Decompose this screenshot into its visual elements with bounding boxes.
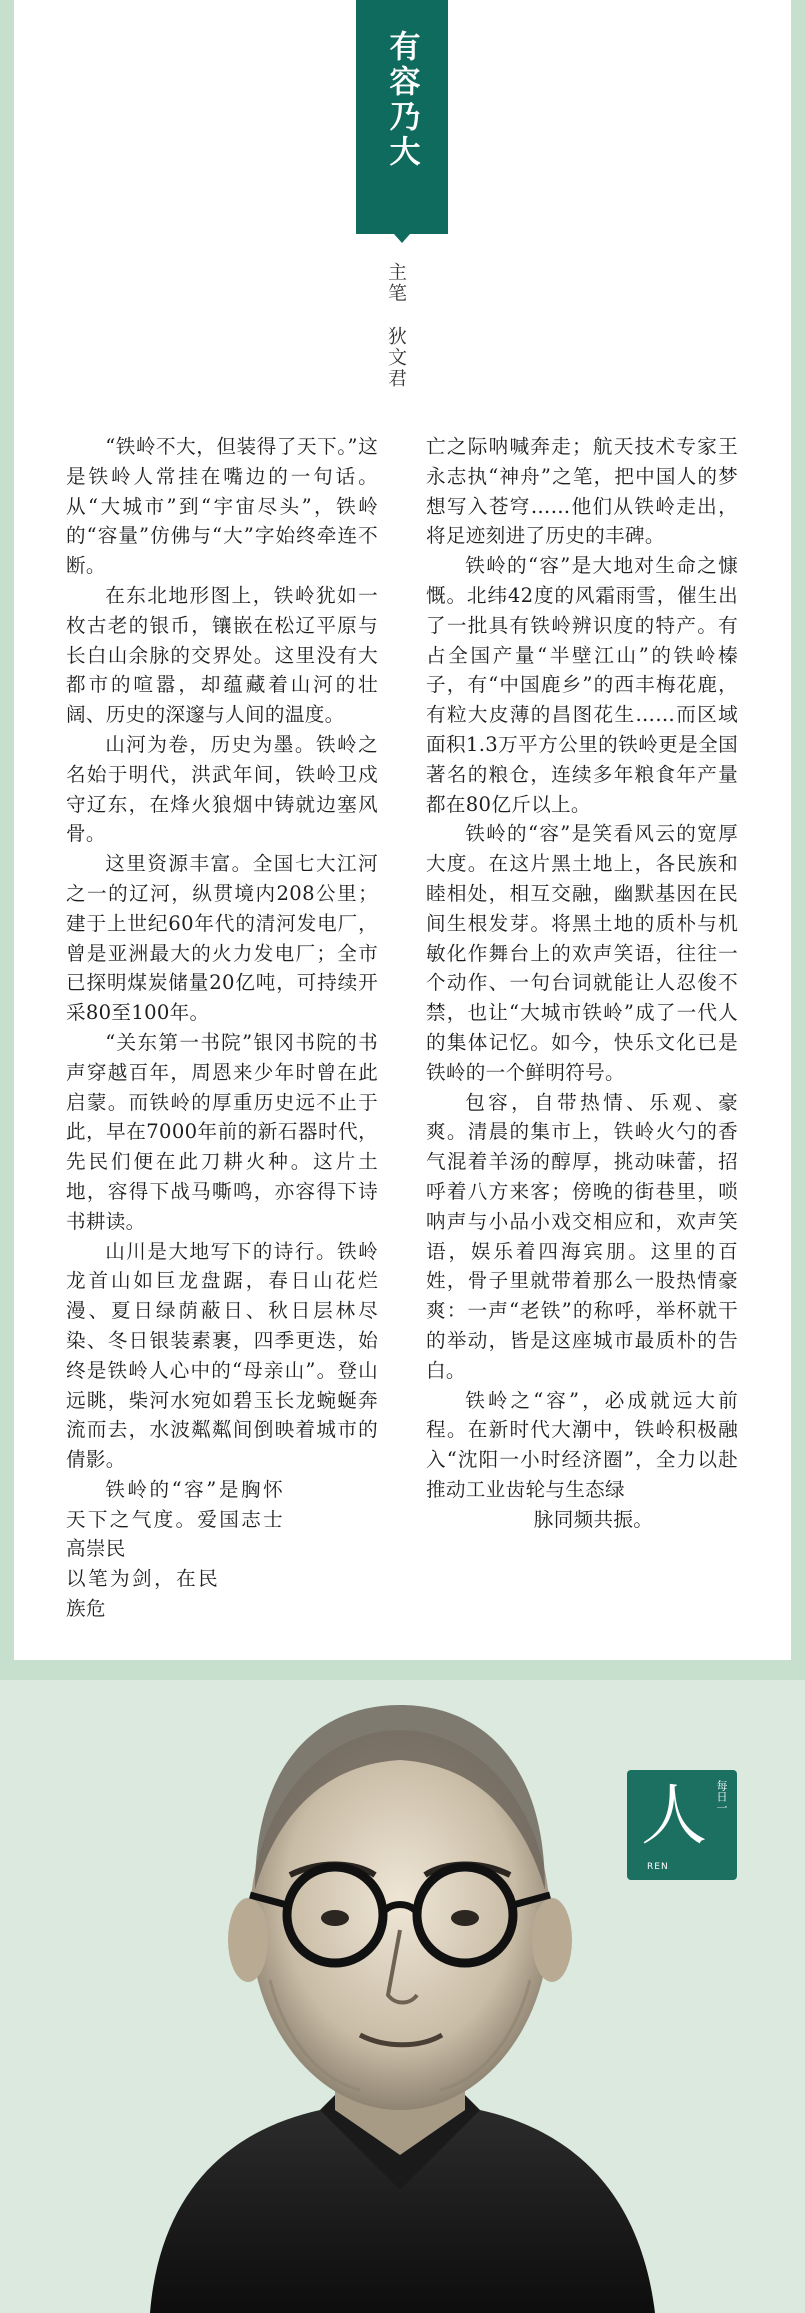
paragraph: 这里资源丰富。全国七大江河之一的辽河，纵贯境内208公里；建于上世纪60年代的清河发电厂，曾是亚洲最大的火力发电厂；全市已探明煤炭储量20亿吨，可持续开采80至100年。 xyxy=(66,852,378,1025)
paragraph: 在东北地形图上，铁岭犹如一枚古老的银币，镶嵌在松辽平原与长白山余脉的交界处。这里没有大都市的喧嚣，却蕴藏着山河的壮阔、历史的深邃与人间的温度。 xyxy=(66,583,378,727)
paragraph: 铁岭之“容”，必成就远大前程。在新时代大潮中，铁岭积极融入“沈阳一小时经济圈”，全力以赴推动工业齿轮与生态绿 xyxy=(426,1388,738,1501)
byline-author: 狄文君 xyxy=(385,326,407,389)
paragraph: 山河为卷，历史为墨。铁岭之名始于明代，洪武年间，铁岭卫戍守辽东，在烽火狼烟中铸就边塞风骨。 xyxy=(66,732,378,846)
paragraph: 包容，自带热情、乐观、豪爽。清晨的集市上，铁岭火勺的香气混着羊汤的醇厚，挑动味蕾，招呼着八方来客；傍晚的街巷里，唢呐声与小品小戏交相应和，欢声笑语，娱乐着四海宾朋。这里的百姓，骨子里就带着那么一股热情豪爽：一声“老铁”的称呼，举杯就干的举动，皆是这座城市最质朴的告白。 xyxy=(426,1090,738,1382)
paragraph: 铁岭的“容”是胸怀天下之气度。爱国志士高崇民 xyxy=(66,1477,283,1561)
paragraph: “关东第一书院”银冈书院的书声穿越百年，周恩来少年时曾在此启蒙。而铁岭的厚重历史远不止于此，早在7000年前的新石器时代，先民们便在此刀耕火种。这片土地，容得下战马嘶鸣，亦容得下诗书耕读。 xyxy=(66,1030,378,1233)
article-column-right xyxy=(426,432,738,1534)
title-banner xyxy=(356,0,448,234)
paragraph: 铁岭的“容”是笑看风云的宽厚大度。在这片黑土地上，各民族和睦相处，相互交融，幽默基因在民间生根发芽。将黑土地的质朴与机敏化作舞台上的欢声笑语，往往一个动作、一句台词就能让人忍俊不禁，也让“大城市铁岭”成了一代人的集体记忆。如今，快乐文化已是铁岭的一个鲜明符号。 xyxy=(426,822,738,1084)
portrait-illustration xyxy=(120,1590,680,2313)
logo-pinyin: REN xyxy=(647,1862,669,1872)
paragraph: 山川是大地写下的诗行。铁岭龙首山如巨龙盘踞，春日山花烂漫、夏日绿荫蔽日、秋日层林尽染、冬日银装素裹，四季更迭，始终是铁岭人心中的“母亲山”。登山远眺，柴河水宛如碧玉长龙蜿蜒奔流而去，水波粼粼间倒映着城市的倩影。 xyxy=(66,1239,378,1472)
logo-tag: 每日一 xyxy=(715,1780,728,1813)
page-title: 有容乃大 xyxy=(383,30,420,170)
paragraph: 以笔为剑，在民族危 xyxy=(66,1567,218,1621)
article-column-left xyxy=(66,432,378,1624)
byline xyxy=(383,262,410,412)
paragraph: 铁岭的“容”是大地对生命之慷慨。北纬42度的风霜雨雪，催生出了一批具有铁岭辨识度的特产。有占全国产量“半壁江山”的铁岭榛子，有“中国鹿乡”的西丰梅花鹿，有粒大皮薄的昌图花生……而区域面积1.3万平方公里的铁岭更是全国著名的粮仓，连续多年粮食年产量都在80亿斤以上。 xyxy=(426,554,738,816)
logo-character: 人 xyxy=(641,1777,707,1854)
paragraph: “铁岭不大，但装得了天下。”这是铁岭人常挂在嘴边的一句话。从“大城市”到“宇宙尽头”，铁岭的“容量”仿佛与“大”字始终牵连不断。 xyxy=(66,435,378,578)
paragraph: 亡之际呐喊奔走；航天技术专家王永志执“神舟”之笔，把中国人的梦想写入苍穹……他们从铁岭走出，将足迹刻进了历史的丰碑。 xyxy=(426,435,738,548)
byline-role: 主笔 xyxy=(385,262,407,304)
paragraph: 脉同频共振。 xyxy=(533,1507,654,1531)
brand-logo xyxy=(627,1770,737,1880)
